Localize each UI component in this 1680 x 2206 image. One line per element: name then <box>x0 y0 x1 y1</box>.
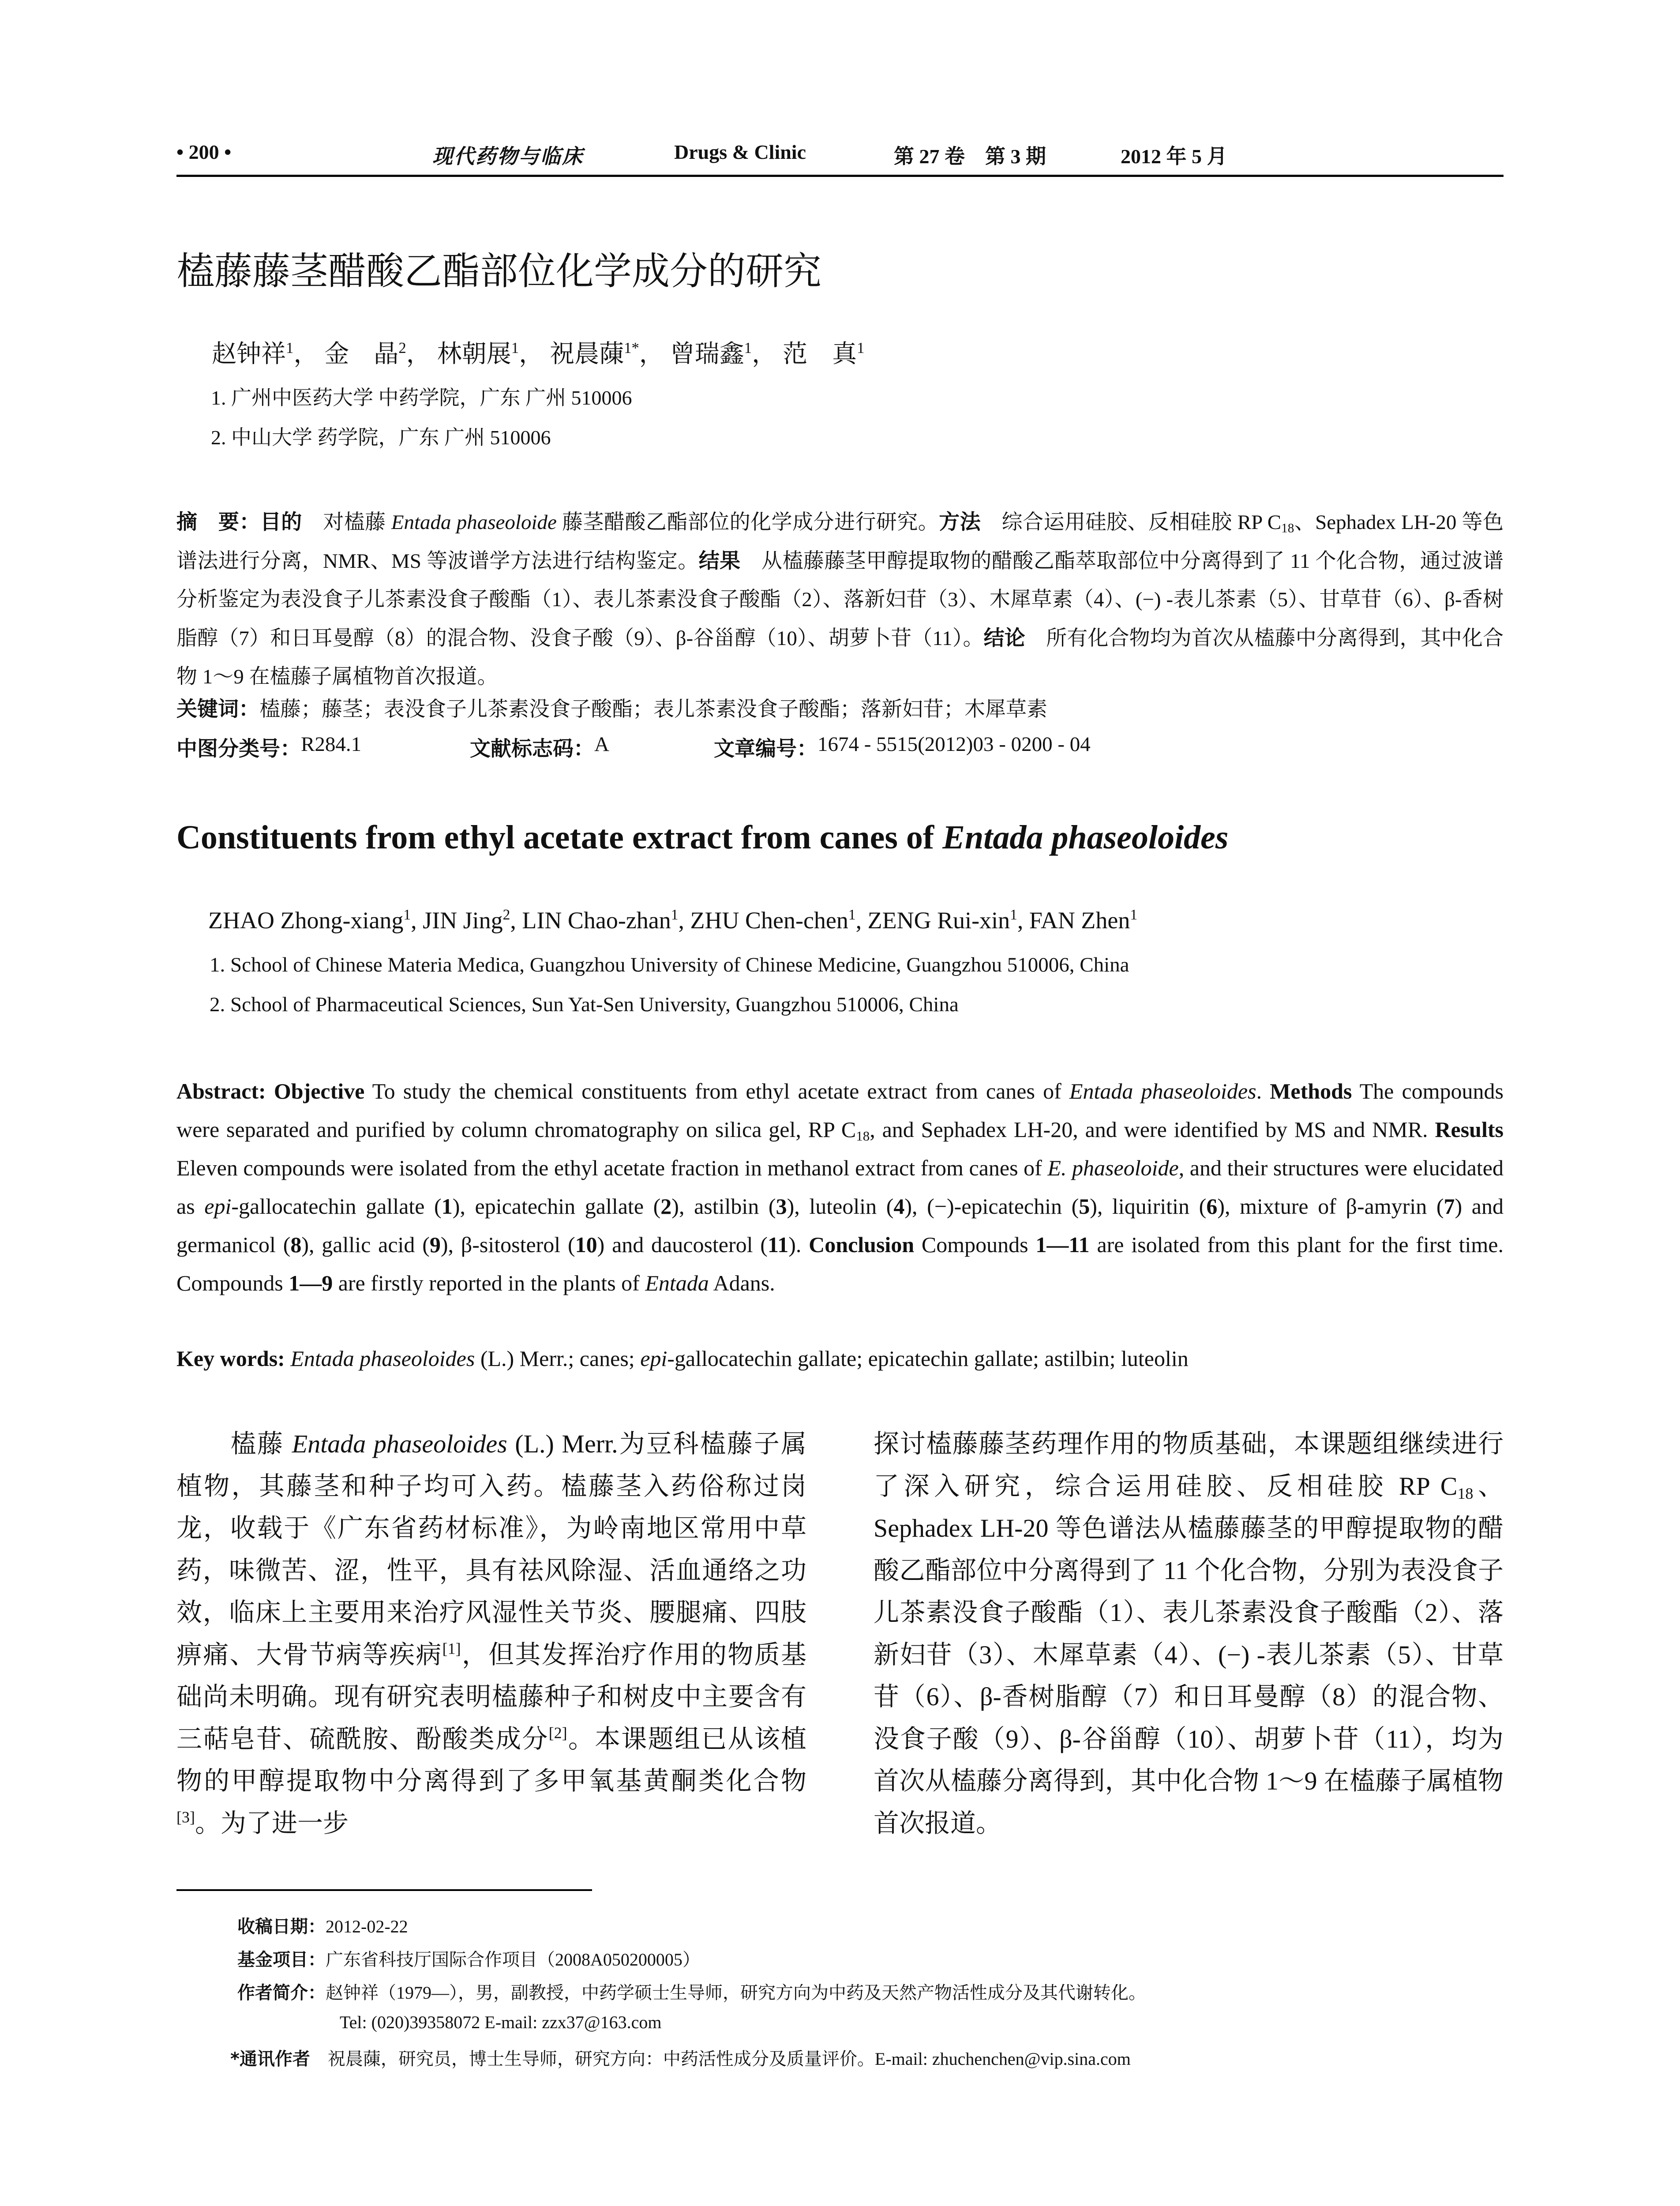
objective-label: 目的 <box>260 510 302 534</box>
clc-label: 中图分类号： <box>176 737 301 761</box>
citation: [3] <box>176 1808 195 1826</box>
results-text: ), liquiritin ( <box>1090 1194 1207 1219</box>
body-text: 探讨榼藤藤茎药理作用的物质基础，本课题组继续进行了深入研究，综合运用硅胶、反相硅胶 RP C <box>874 1429 1504 1501</box>
footnote-rule <box>176 1889 592 1891</box>
abstract-label: 摘 要： <box>176 510 260 534</box>
page-number: • 200 • <box>176 141 232 163</box>
results-text: -gallocatechin gallate ( <box>231 1194 442 1219</box>
affiliation-mark: 1 <box>1130 906 1138 923</box>
conclusion-text: 所有化合物均为首次从榼藤中分离得到，其中化合物 1～9 在榼藤子属植物首次报道。 <box>176 627 1504 688</box>
methods-text: The compounds were separated and purified by column chromatography on silica gel, RP C <box>176 1079 1504 1142</box>
compound-number: 8 <box>290 1232 302 1257</box>
results-text: ), luteolin ( <box>787 1194 894 1219</box>
compound-number: 10 <box>575 1232 597 1257</box>
footnote-value: 2012-02-22 <box>326 1917 408 1936</box>
running-header <box>176 140 1504 176</box>
affiliation-mark: 1 <box>744 339 752 357</box>
results-text: ) and daucosterol ( <box>597 1232 768 1257</box>
compound-number: 5 <box>1079 1194 1090 1219</box>
compound-range: 1—11 <box>1035 1232 1090 1257</box>
author-name: 曾瑞鑫 <box>670 341 744 368</box>
footnote-value: 祝晨蔯，研究员，博士生导师，研究方向：中药活性成分及质量评价。E-mail: zhuchenchen@vip.sina.com <box>327 2049 1131 2069</box>
objective-text: 藤茎醋酸乙酯部位的化学成分进行研究。 <box>556 511 939 534</box>
results-text: ), gallic acid ( <box>301 1232 430 1257</box>
author-name: ZHAO Zhong-xiang <box>208 907 404 934</box>
journal-name-cn: 现代药物与临床 <box>432 144 584 168</box>
author-name: JIN Jing <box>423 907 503 934</box>
keywords-en <box>176 1346 1504 1371</box>
species-name: E. phaseoloide <box>1047 1156 1179 1180</box>
results-label: 结果 <box>698 549 741 573</box>
results-text: ). <box>788 1232 809 1257</box>
abstract-cn <box>176 503 1504 696</box>
body-text: (L.) Merr.为豆科榼藤子属植物，其藤茎和种子均可入药。榼藤茎入药俗称过岗龙，收载于《广东省药材标准》，为岭南地区常用中草药，味微苦、涩，性平，具有祛风除湿、活血通络之功效，临床上主要用来治疗风湿性关节炎、腰腿痛、四肢痹痛、大骨节病等疾病 <box>176 1429 806 1669</box>
footnote-value: 广东省科技厅国际合作项目（2008A050200005） <box>326 1950 700 1970</box>
footnote-label: *通讯作者 <box>230 2049 310 2069</box>
results-text: ), (−)-epicatechin ( <box>904 1194 1079 1219</box>
journal-name-en: Drugs & Clinic <box>674 141 806 163</box>
conclusion-text: Compounds <box>914 1232 1036 1257</box>
objective-text: . <box>1256 1079 1270 1103</box>
conclusion-text: Adans. <box>709 1271 775 1295</box>
compound-number: 6 <box>1206 1194 1218 1219</box>
author-name: 赵钟祥 <box>212 341 286 368</box>
author-name: LIN Chao-zhan <box>522 907 671 934</box>
affiliation-en-1: 1. School of Chinese Materia Medica, Guangzhou University of Chinese Medicine, Guangzhou 510006, China <box>210 953 1129 976</box>
author-name: ZHU Chen-chen <box>690 907 848 934</box>
methods-text: 、Sephadex LH-20 等色谱法进行分离，NMR、MS 等波谱学方法进行结构鉴定。 <box>176 511 1504 573</box>
objective-text: To study the chemical constituents from ethyl acetate extract from canes of <box>364 1079 1069 1103</box>
keywords-text: (L.) Merr.; canes; <box>475 1346 641 1371</box>
body-column-left <box>176 1423 806 1844</box>
author-name: 祝晨蔯 <box>550 341 624 368</box>
methods-text: , and Sephadex LH-20, and were identified by MS and NMR. <box>870 1117 1435 1142</box>
keywords-label: Key words: <box>176 1346 285 1371</box>
volume-issue: 第 27 卷 第 3 期 <box>894 145 1046 168</box>
affiliation-mark: 1 <box>511 339 519 357</box>
compound-range: 1—9 <box>289 1271 333 1295</box>
abstract-label: Abstract: Objective <box>176 1079 365 1103</box>
results-text: ), astilbin ( <box>671 1194 776 1219</box>
author-name: 林朝展 <box>437 341 511 368</box>
classification-line <box>176 732 1504 759</box>
affiliation-mark: 2 <box>502 906 510 923</box>
keywords-text: -gallocatechin gallate; epicatechin gallate; astilbin; luteolin <box>667 1346 1189 1371</box>
affiliation-mark: 1 <box>857 339 865 357</box>
compound-number: 9 <box>429 1232 441 1257</box>
subscript: 18 <box>856 1128 870 1144</box>
affiliation-mark: 1 <box>848 906 856 923</box>
genus-name: Entada <box>645 1271 709 1295</box>
conclusion-text: are isolated from this plant for the first time. Compounds <box>176 1232 1504 1295</box>
results-text: 从榼藤藤茎甲醇提取物的醋酸乙酯萃取部位中分离得到了 11 个化合物，通过波谱分析鉴定为表没食子儿茶素没食子酸酯（1）、表儿茶素没食子酸酯（2）、落新妇苷（3）、木犀草素（4）、(−) -表儿茶素（5）、甘草苷（6）、β-香树脂醇（7）和日耳曼醇（8）的混合物、没食子酸（9）、β-谷甾醇（10）、胡萝卜苷（11）。 <box>176 550 1504 650</box>
species-name: Entada phaseoloides <box>1069 1079 1256 1103</box>
results-label: Results <box>1435 1117 1504 1142</box>
author-contact: Tel: (020)39358072 E-mail: zzx37@163.com <box>340 2012 662 2032</box>
article-title-en <box>176 818 1228 857</box>
author-name: 范 真 <box>783 341 857 368</box>
doc-code-label: 文献标志码： <box>470 737 594 761</box>
doc-code-value: A <box>594 733 609 756</box>
received-date <box>237 1913 408 1938</box>
footnote-label: 基金项目： <box>237 1950 326 1970</box>
results-text: ), β-sitosterol ( <box>440 1232 575 1257</box>
compound-number: 11 <box>767 1232 789 1257</box>
header-rule <box>176 175 1504 177</box>
keywords-text: 榼藤；藤茎；表没食子儿茶素没食子酸酯；表儿茶素没食子酸酯；落新妇苷；木犀草素 <box>259 698 1047 721</box>
subscript: 18 <box>1457 1484 1474 1502</box>
methods-label: Methods <box>1270 1079 1352 1103</box>
affiliation-mark: 2 <box>398 339 406 357</box>
author-name: 金 晶 <box>324 341 399 368</box>
corresponding-author <box>230 2045 1131 2070</box>
affiliation-mark: 1 <box>671 906 679 923</box>
abstract-en <box>176 1072 1504 1302</box>
affiliation-mark: 1 <box>286 339 294 357</box>
body-text: 。为了进一步 <box>195 1808 349 1838</box>
body-text: ，但其发挥治疗作用的物质基础尚未明确。现有研究表明榼藤种子和树皮中主要含有三萜皂苷、硫酰胺、酚酸类成分 <box>176 1640 806 1753</box>
affiliation-en-2: 2. School of Pharmaceutical Sciences, Sun Yat-Sen University, Guangzhou 510006, China <box>210 993 959 1016</box>
affiliation-cn-2: 2. 中山大学 药学院，广东 广州 510006 <box>211 426 551 449</box>
author-name: ZENG Rui-xin <box>867 907 1010 934</box>
species-name: Entada phaseoloides <box>942 819 1229 856</box>
author-list-cn: 赵钟祥$^1$， 金 晶$^2$， 林朝展$^1$， 祝晨蔯$^{1*}$， 曾瑞鑫$^1$， 范 真$^1$ <box>212 339 865 368</box>
objective-text: 对榼藤 <box>302 511 391 534</box>
compound-number: 2 <box>660 1194 672 1219</box>
results-text: Eleven compounds were isolated from the ethyl acetate fraction in methanol extract from canes of <box>176 1156 1048 1180</box>
conclusion-text: are firstly reported in the plants of <box>333 1271 645 1295</box>
body-column-right <box>874 1423 1504 1844</box>
article-no-value: 1674 - 5515(2012)03 - 0200 - 04 <box>818 733 1091 756</box>
methods-text: 综合运用硅胶、反相硅胶 RP C <box>981 511 1282 534</box>
compound-number: 4 <box>893 1194 905 1219</box>
species-name: Entada phaseoloides <box>290 1346 475 1371</box>
compound-number: 3 <box>776 1194 787 1219</box>
author-bio <box>237 1979 1146 2004</box>
issue-date: 2012 年 5 月 <box>1121 145 1227 168</box>
fund-note <box>237 1946 700 1971</box>
clc-value: R284.1 <box>301 733 362 756</box>
footnote-value: 赵钟祥（1979—），男，副教授，中药学硕士生导师，研究方向为中药及天然产物活性成分及其代谢转化。 <box>326 1983 1146 2003</box>
species-name: Entada phaseoloide <box>391 511 557 534</box>
affiliation-mark: 1* <box>624 339 639 357</box>
citation: [1] <box>442 1639 461 1657</box>
results-text: ), epicatechin gallate ( <box>452 1194 661 1219</box>
article-no-label: 文章编号： <box>714 737 818 761</box>
body-text: 、Sephadex LH-20 等色谱法从榼藤藤茎的甲醇提取物的醋酸乙酯部位中分离得到了 11 个化合物，分别为表没食子儿茶素没食子酸酯（1）、表儿茶素没食子酸酯（2）、落新妇苷（3）、木犀草素（4）、(−) -表儿茶素（5）、甘草苷（6）、β-香树脂醇（7）和日耳曼醇（8）的混合物、没食子酸（9）、β-谷甾醇（10）、胡萝卜苷（11），均为首次从榼藤分离得到，其中化合物 1～9 在榼藤子属植物首次报道。 <box>874 1471 1504 1838</box>
affiliation-mark: 1 <box>1010 906 1017 923</box>
prefix: epi <box>204 1194 232 1219</box>
author-name: FAN Zhen <box>1029 907 1130 934</box>
methods-label: 方法 <box>939 510 981 534</box>
prefix: epi <box>640 1346 668 1371</box>
keywords-cn <box>176 693 1504 722</box>
results-text: ), mixture of β-amyrin ( <box>1217 1194 1444 1219</box>
subscript: 18 <box>1281 521 1294 536</box>
footnote-label: 收稿日期： <box>237 1917 326 1937</box>
compound-number: 7 <box>1444 1194 1455 1219</box>
conclusion-label: 结论 <box>983 626 1025 650</box>
conclusion-label: Conclusion <box>809 1232 915 1257</box>
author-list-en: ZHAO Zhong-xiang$^1$, JIN Jing$^2$, LIN Chao-zhan$^1$, ZHU Chen-chen$^1$, ZENG Rui-xin$^1$, FAN Zhen$^1$ <box>208 906 1138 934</box>
affiliation-mark: 1 <box>403 906 411 923</box>
body-text: 。本课题组已从该植物的甲醇提取物中分离得到了多甲氧基黄酮类化合物 <box>176 1724 806 1795</box>
article-title-cn: 榼藤藤茎醋酸乙酯部位化学成分的研究 <box>176 249 821 293</box>
compound-number: 1 <box>441 1194 453 1219</box>
affiliation-cn-1: 1. 广州中医药大学 中药学院，广东 广州 510006 <box>211 386 632 409</box>
results-text: ) and germanicol ( <box>176 1194 1504 1257</box>
citation: [2] <box>548 1723 567 1741</box>
title-text: Constituents from ethyl acetate extract from canes of <box>176 819 943 856</box>
footnote-label: 作者简介： <box>237 1983 326 2003</box>
body-text: 榼藤 <box>176 1429 292 1458</box>
results-text: , and their structures were elucidated as <box>176 1156 1504 1219</box>
species-name: Entada phaseoloides <box>292 1429 507 1458</box>
keywords-label: 关键词： <box>176 697 259 721</box>
